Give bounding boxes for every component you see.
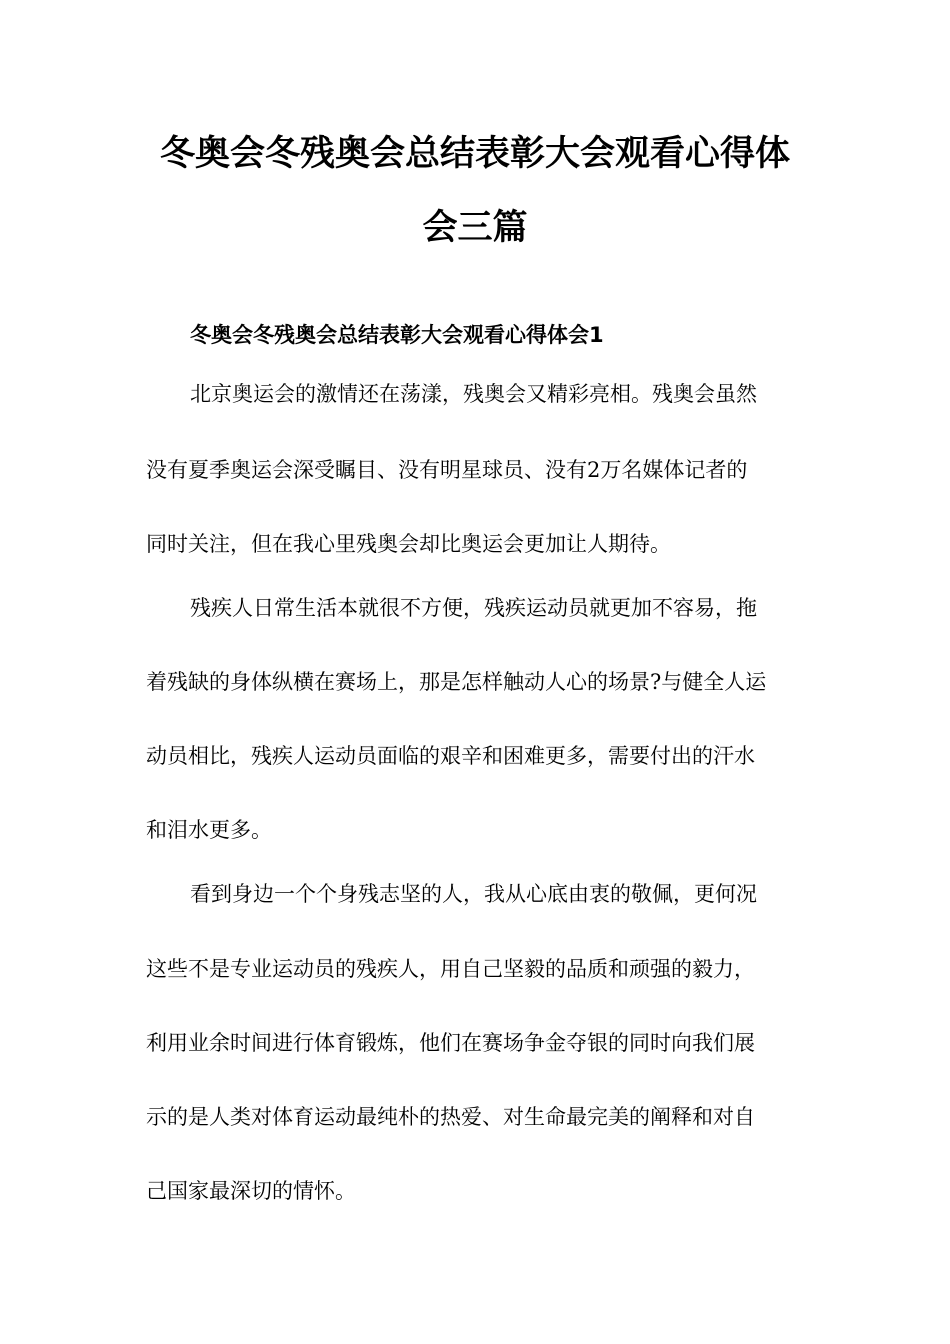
paragraph-line: 己国家最深切的情怀。 bbox=[146, 1179, 356, 1203]
paragraph-line: 残疾人日常生活本就很不方便，残疾运动员就更加不容易，拖 bbox=[190, 596, 757, 620]
paragraph-line: 没有夏季奥运会深受瞩目、没有明星球员、没有2万名媒体记者的 bbox=[146, 458, 748, 482]
paragraph-line: 看到身边一个个身残志坚的人，我从心底由衷的敬佩，更何况 bbox=[190, 882, 757, 906]
paragraph-line: 利用业余时间进行体育锻炼，他们在赛场争金夺银的同时向我们展 bbox=[146, 1031, 755, 1055]
section-heading: 冬奥会冬残奥会总结表彰大会观看心得体会1 bbox=[190, 323, 604, 347]
document-title-line-2: 会三篇 bbox=[422, 208, 528, 248]
paragraph-line: 示的是人类对体育运动最纯朴的热爱、对生命最完美的阐释和对自 bbox=[146, 1105, 755, 1129]
paragraph-line: 同时关注，但在我心里残奥会却比奥运会更加让人期待。 bbox=[146, 532, 671, 556]
paragraph-line: 动员相比，残疾人运动员面临的艰辛和困难更多，需要付出的汗水 bbox=[146, 744, 755, 768]
paragraph-line: 和泪水更多。 bbox=[146, 818, 272, 842]
document-title-line-1: 冬奥会冬残奥会总结表彰大会观看心得体 bbox=[159, 134, 790, 174]
paragraph-line: 着残缺的身体纵横在赛场上，那是怎样触动人心的场景?与健全人运 bbox=[146, 670, 767, 694]
paragraph-line: 这些不是专业运动员的残疾人，用自己坚毅的品质和顽强的毅力， bbox=[146, 957, 755, 981]
paragraph-line: 北京奥运会的激情还在荡漾，残奥会又精彩亮相。残奥会虽然 bbox=[190, 382, 757, 406]
